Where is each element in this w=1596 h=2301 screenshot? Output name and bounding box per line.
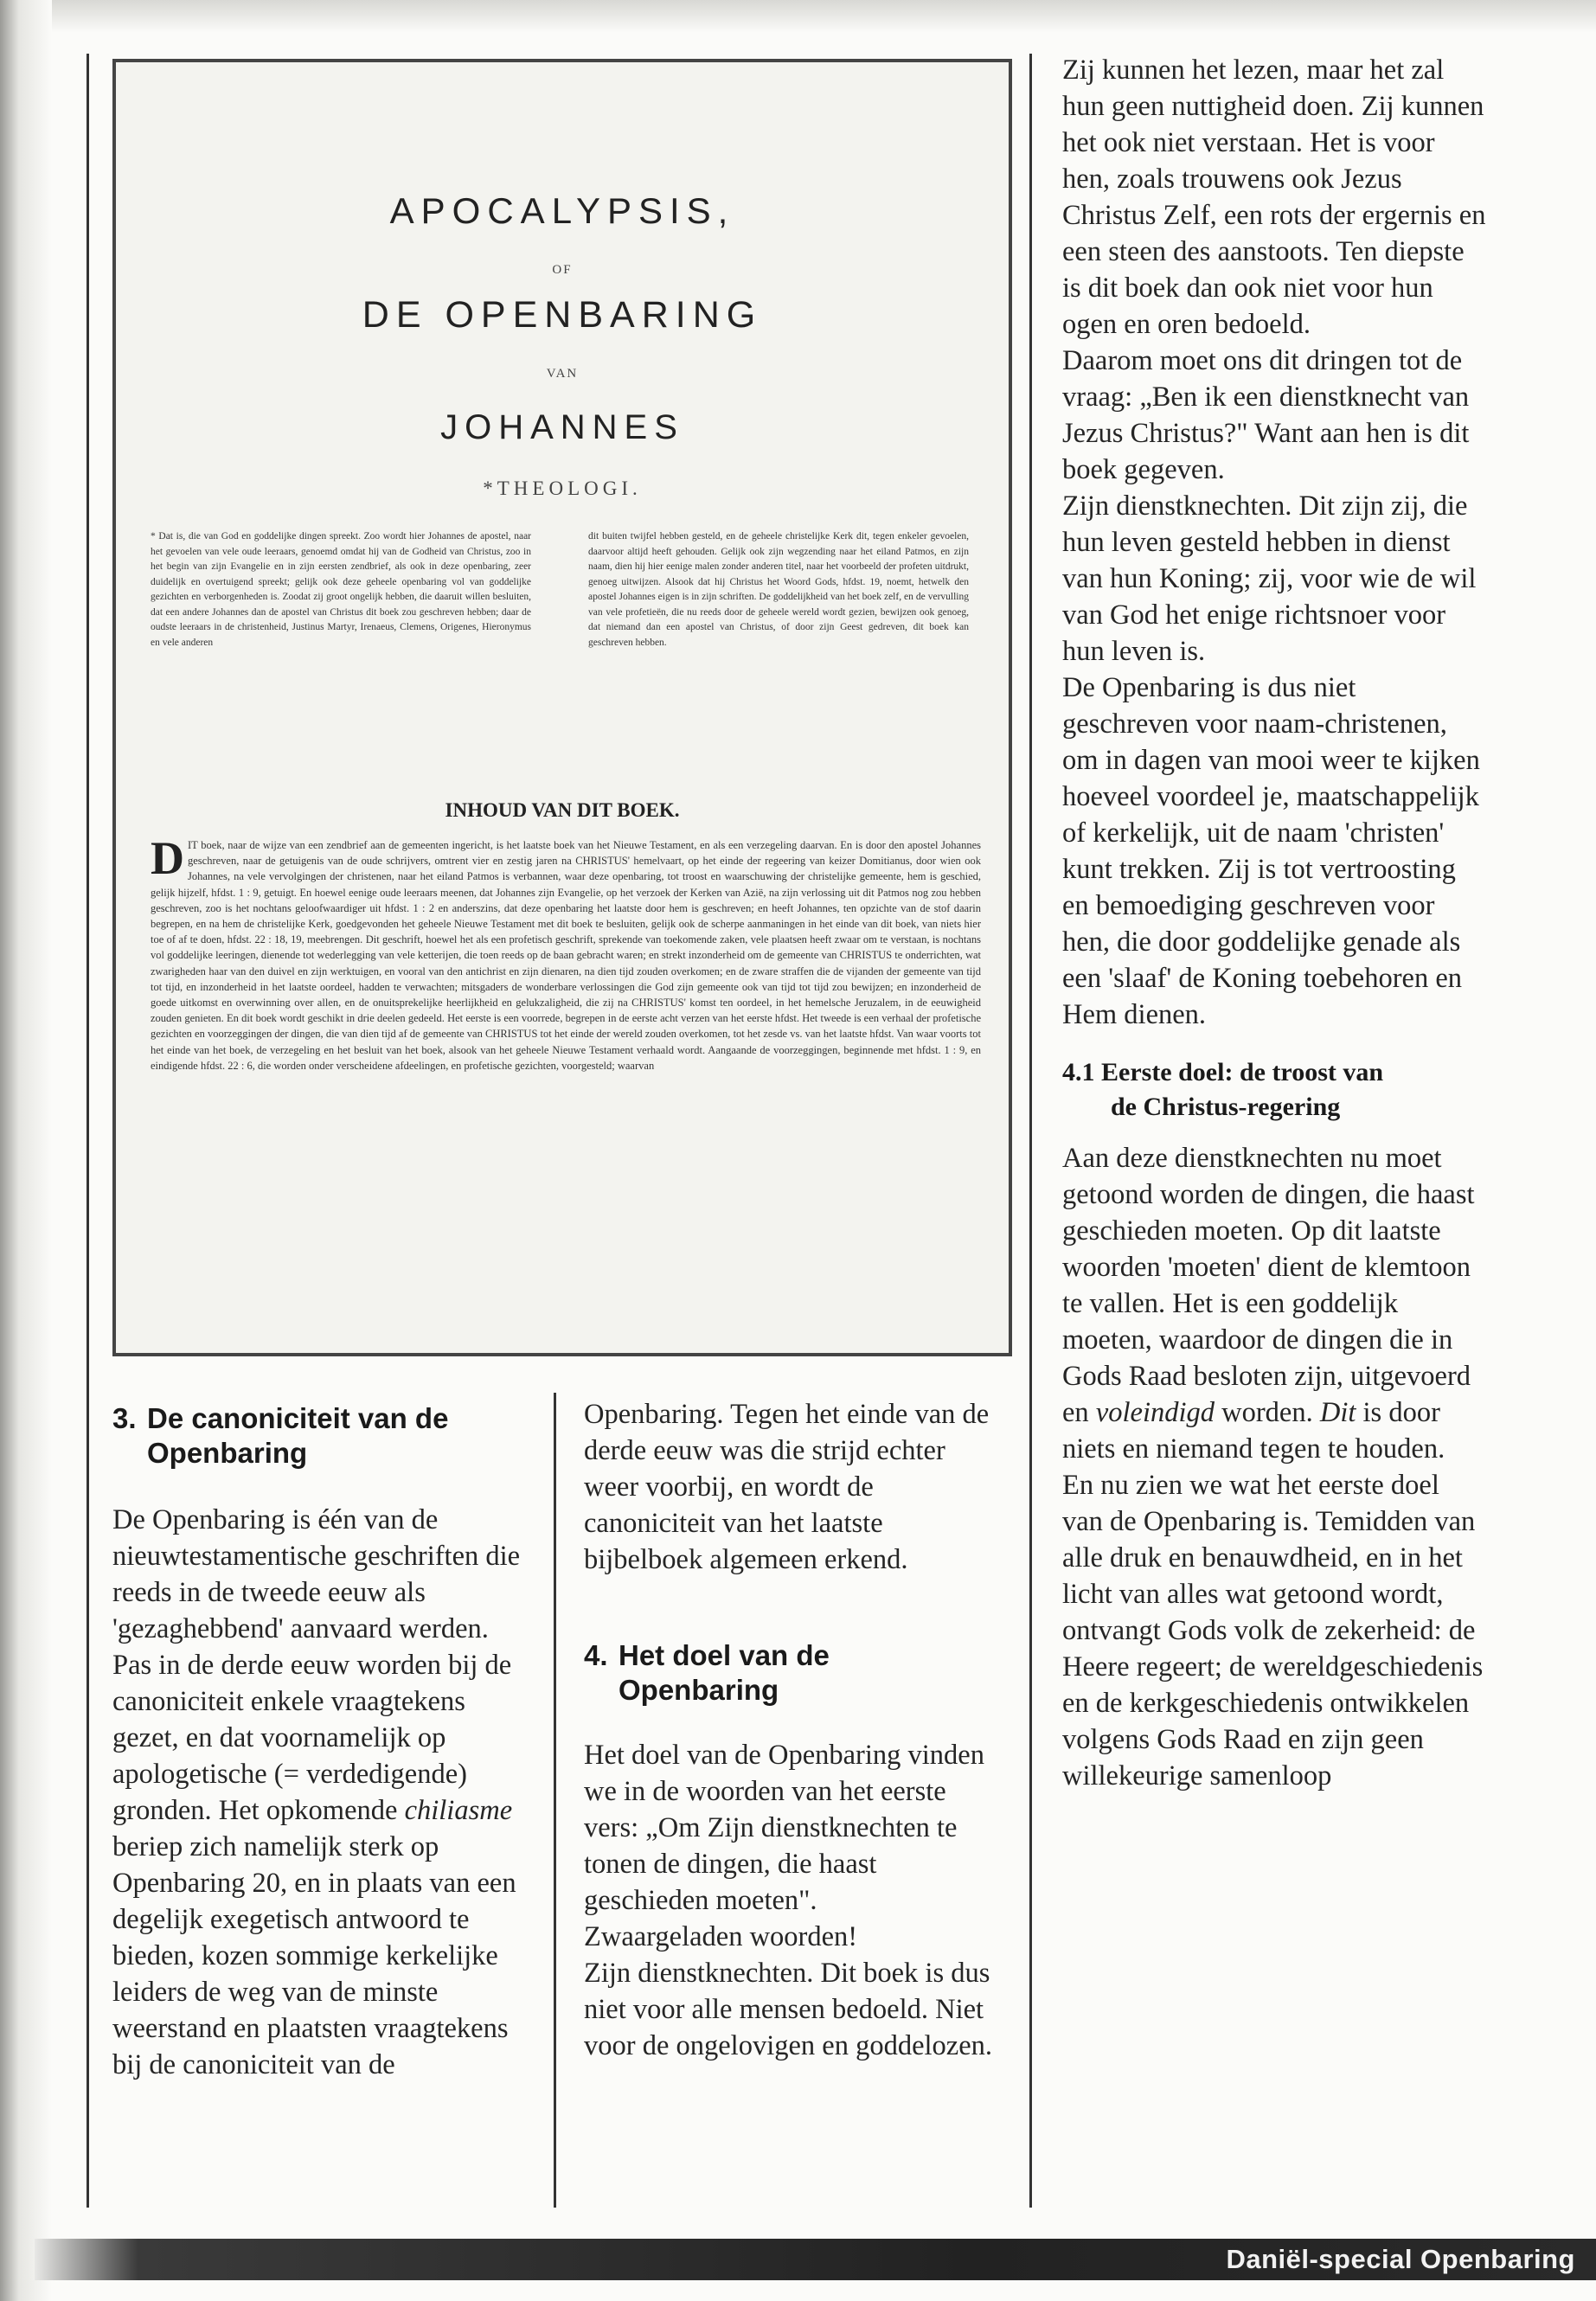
facsimile-body [151,837,981,1353]
facsimile-note-left: * Dat is, die van God en goddelijke dingen spreekt. Zoo wordt hier Johannes de apostel, naar het gevoelen van vele oude leeraars, genoemd omdat hij van de Godheid van Christus, zoo in het begin van zijn Evangelie en in zijn eersten zendbrief, als ook in deze openbaring, zeer duidelijk en overtuigend spreekt; gelijk ook deze geheele openbaring vol van goddelijke gezichten en verborgenheden is. Zoodat zij groot ongelijk hebben, die daaruit willen besluiten, dat een andere Johannes dan de apostel van Christus dit boek zou geschreven hebben; daar de oudste leeraars in de christenheid, Justinus Martyr, Irenaeus, Clemens, Origenes, Hieronymus en vele anderen [151,531,531,648]
section-3-paragraph [112,1502,523,2083]
facsimile-title-openbaring: DE OPENBARING [362,294,763,336]
right-paragraph-6: En nu zien we wat het eerste doel van de Openbaring is. Temidden van alle druk en benauwdheid, en in het licht van alles wat getoond wordt, ontvangt Gods volk de zekerheid: de Heere regeert; de wereldgeschiedenis en de kerkgeschiedenis ontwikkelen volgens Gods Raad en zijn geen willekeurige samenloop [1062,1470,1484,1791]
right-paragraph-3: Zijn dienstknechten. Dit zijn zij, die hun leven gesteld hebben in dienst van hun Koning; zij, voor wie de wil van God het enige richtsnoer voor hun leven is. [1062,490,1477,667]
right-paragraph-5 [1062,1140,1486,1467]
section-4-paragraph-3: Zijn dienstknechten. Dit boek is dus niet voor alle mensen bedoeld. Niet voor de ongelovigen en goddelozen. [584,1958,993,2061]
column-rule-right [1029,54,1032,2208]
facsimile-heading: INHOUD VAN DIT BOEK. [445,799,680,821]
column-section-3 [112,1401,523,2083]
section-4-title-line1: Het doel van de [619,1639,830,1671]
scan-edge-top [0,0,1596,33]
facsimile-body-text: IT boek, naar de wijze van een zendbrief aan de gemeenten ingericht, is het laatste boek van het Nieuwe Testament, en als een verzegeling daarvan. En is door den apostel Johannes geschreven, naar de getuigenis van de oude schrijvers, omtrent vier en zestig jaren na CHRISTUS' hemelvaart, op het einde der regeering van keizer Domitianus, door wien ook Johannes, na vele vervolgingen der christenen, naar het eiland Patmos is verbannen, waar deze openbaring, tot troost en waarschuwing der christelijke gemeente, hem is geschied, gelijk hijzelf, hfdst. 1 : 9, getuigt. En hoewel eenige oude leeraars meenen, dat Johannes zijn Evangelie, op het verzoek der Kerken van Azië, na zijn verlossing uit dit Patmos nog zou hebben geschreven, zoo is het nochtans geloofwaardiger uit hfdst. 1 : 2 en anderszins, dat deze openbaring het laatste door hem is geschreven; en heeft Johannes, ten opzichte van de stof daarin begrepen, en na hem de christelijke Kerk, goedgevonden het geheele Nieuwe Testament met dit boek te besluiten, gelijk ook de scherpe aanmaningen in het einde van dit boek, van niets hier toe of af te doen, hfdst. 22 : 18, 19, meebrengen. Dit geschrift, hoewel het als een profetisch geschrift, sprekende van toekomende zaken, vele plaatsen heeft zwaar om te verstaan, is nochtans vol goddelijke leeringen, dienende tot wederlegging van vele ketterijen, die toen reeds op de baan gebracht waren; en strekt inzonderheid om de gemeente van CHRISTUS te onderrichten, wat zwarigheden haar van den duivel en zijn werktuigen, en vooral van den antichrist en zijn dienaren, na dien tijd zouden overkomen; en de zware straffen die de vijanden der gemeente van tijd tot tijd, en inzonderheid in het laatste oordeel, hadden te verwachten; mitsgaders de wonderbare verlossingen die God zijn gemeente ook van tijd tot tijd zou bewijzen; en inzonderheid de goede uitkomst en overwinning over allen, en de onuitsprekelijke heerlijkheid en gelukzaligheid, die zij na CHRISTUS' komst ten oordeel, in het hemelsche Jeruzalem, in de eeuwigheid zouden genieten. En dit boek wordt geschikt in drie deelen gedeeld. Het eerste is een voorrede, begrepen in de eerste acht verzen van het eerste hfdst. Het tweede is een verhaal der profetische gezichten en voorzeggingen der dingen, die van dien tijd af de gemeente van CHRISTUS tot het einde der wereld zouden overkomen, tot het zesde vs. van het laatste hfdst. Van waar voorts tot het einde van het boek, de verzegeling en het besluit van het boek, alsook van het geheele Nieuwe Testament verhaald wordt. Aangaande de voorzeggingen, beginnende met hfdst. 1 : 9, en eindigende hfdst. 22 : 6, die worden onder verscheidene afdeelingen, en profetische gezichten, voorgesteld; waarvan [151,839,981,1072]
facsimile-dropcap: D [151,837,184,884]
right-paragraph-2: Daarom moet ons dit dringen tot de vraag: „Ben ik een dienstknecht van Jezus Christus?" Want aan hen is dit boek gegeven. [1062,345,1470,485]
facsimile-of: OF [552,263,573,277]
right-paragraph-5-em-dit: Dit [1319,1397,1356,1428]
facsimile-note-right: dit buiten twijfel hebben gesteld, en de geheele christelijke Kerk dit, tegen enkeler gevoelen, daarvoor altijd heeft gehouden. Gelijk ook zijn wegzending naar het eiland Patmos, en zijn naam, dien hij hier eenige malen zonder anderen titel, naar het voorbeeld der profeten uitdrukt, genoeg uitwijzen. Alsook dat hij Christus het Woord Gods, hfdst. 19, noemt, hetwelk den apostel Johannes eigen is in zijn schriften. De goddelijkheid van het boek zelf, en de vervulling van vele profetieën, die nu reeds door de geheele wereld wordt gezien, bewijzen ook genoeg, dat niemand dan een apostel van Christus, of door zijn Geest gedreven, dit boek kan geschreven hebben. [588,531,969,648]
right-paragraph-4: De Openbaring is dus niet geschreven voor naam-christenen, om in dagen van mooi weer te kijken hoeveel voordeel je, maatschappelijk of kerkelijk, uit de naam 'christen' kunt trekken. Zij is tot vertroosting en bemoediging geschreven voor hen, die door goddelijke genade als een 'slaaf' de Koning toebehoren en Hem dienen. [1062,672,1480,1030]
section-4-title [584,1638,1003,1708]
section-3-text-before: De Openbaring is één van de nieuwtestamentische geschriften die reeds in de tweede eeuw als 'gezaghebbend' aanvaard werden. Pas in de derde eeuw worden bij de canoniciteit enkele vraagtekens gezet, en dat voornamelijk op apologetische (= verdedigende) gronden. Het opkomende [112,1504,521,1826]
right-paragraph-5-c: is door niets en niemand tegen te houden. [1062,1397,1445,1465]
right-paragraph-5-a: Aan deze dienstknechten nu moet getoond worden de dingen, die haast geschieden moeten. Op dit laatste woorden 'moeten' dient de klemtoon te vallen. Het is een goddelijk moeten, waardoor de dingen die in Gods Raad besloten zijn, uitgevoerd en [1062,1143,1475,1428]
subsection-4-1-title-line1: 4.1 Eerste doel: de troost van [1062,1058,1384,1086]
column-rule-middle [554,1393,556,2208]
section-3-title [112,1401,523,1471]
facsimile-van: VAN [546,367,579,381]
section-3-title-line2: Openbaring [147,1437,308,1469]
scan-edge-left [0,0,52,2301]
facsimile-title-apocalypsis: APOCALYPSIS, [389,190,735,231]
section-4-title-line2: Openbaring [619,1674,779,1706]
facsimile-theologi: *THEOLOGI. [483,478,642,499]
section-3-title-line1: De canoniciteit van de [147,1402,449,1434]
section-3-text-after: beriep zich namelijk sterk op Openbaring 20, en in plaats van een degelijk exegetisch antwoord te bieden, kozen sommige kerkelijke leiders de weg van de minste weerstand en plaatsten vraagtekens bij de canoniciteit van de [112,1831,516,2080]
section-3-continuation: Openbaring. Tegen het einde van de derde eeuw was die strijd echter weer voorbij, en wordt de canoniciteit van het laatste bijbelboek algemeen erkend. [584,1399,990,1575]
section-4-number: 4. [584,1639,608,1671]
column-rule-left [87,54,89,2208]
footer-label: Daniël-special Openbaring [1226,2244,1575,2274]
section-3-number: 3. [112,1402,137,1434]
subsection-4-1-title [1062,1055,1486,1125]
bible-facsimile-image [112,59,1012,1356]
subsection-4-1-title-line2: de Christus-regering [1111,1093,1341,1121]
footer-bar [35,2239,1596,2280]
section-4-paragraph-1: Het doel van de Openbaring vinden we in de woorden van het eerste vers: „Om Zijn dienstknechten te tonen de dingen, die haast geschieden moeten". [584,1740,984,1916]
section-3-emphasis-chiliasme: chiliasme [404,1795,513,1826]
right-paragraph-1: Zij kunnen het lezen, maar het zal hun geen nuttigheid doen. Zij kunnen het ook niet verstaan. Het is voor hen, zoals trouwens ook Jezus Christus Zelf, een rots der ergernis en een steen des aanstoots. Ten diepste is dit boek dan ook niet voor hun ogen en oren bedoeld. [1062,54,1486,340]
right-paragraph-5-b: worden. [1215,1397,1320,1428]
section-4-paragraph-2: Zwaargeladen woorden! [584,1921,858,1952]
column-right [1062,52,1486,1794]
right-paragraph-5-em-voleindigd: voleindigd [1095,1397,1215,1428]
column-middle [584,1396,1003,2064]
facsimile-title-johannes: JOHANNES [440,408,684,446]
